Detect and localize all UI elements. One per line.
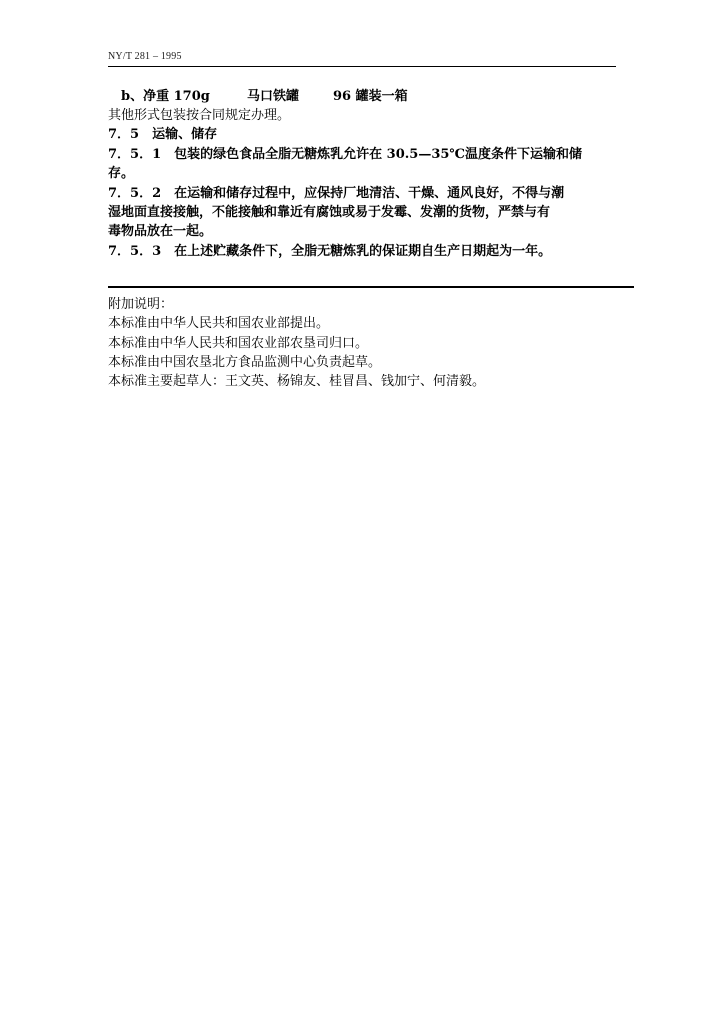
packing-b-quantity: 96 罐装一箱 — [333, 89, 408, 104]
packing-b-material: 马口铁罐 — [247, 89, 300, 104]
clause-7-5-1-line-2: 存。 — [108, 166, 135, 181]
section-divider — [108, 286, 634, 288]
appendix-line-1: 本标准由中华人民共和国农业部提出。 — [108, 316, 330, 331]
standard-code: NY/T 281 – 1995 — [108, 51, 182, 62]
appendix-title: 附加说明： — [108, 297, 174, 312]
clause-7-5-3-line-1: 7．5．3 在上述贮藏条件下，全脂无糖炼乳的保证期自生产日期起为一年。 — [108, 244, 552, 259]
packing-item-b — [121, 87, 408, 107]
page-header — [108, 48, 616, 67]
clause-7-5-2-line-3: 毒物品放在一起。 — [108, 224, 213, 239]
clause-7-5-2-line-2: 湿地面直接接触，不能接触和靠近有腐蚀或易于发霉、发潮的货物，严禁与有 — [108, 205, 551, 220]
appendix-line-2: 本标准由中华人民共和国农业部农垦司归口。 — [108, 336, 369, 351]
clause-7-5-2-line-1: 7．5．2 在运输和储存过程中，应保持厂地清洁、干燥、通风良好，不得与潮 — [108, 186, 565, 201]
packing-other-forms: 其他形式包装按合同规定办理。 — [108, 108, 291, 123]
appendix-line-4: 本标准主要起草人：王文英、杨锦友、桂冒昌、钱加宁、何清毅。 — [108, 374, 486, 389]
packing-b-label: b、净重 170g — [121, 89, 210, 104]
appendix-line-3: 本标准由中国农垦北方食品监测中心负责起草。 — [108, 355, 382, 370]
section-7-5-title: 7．5 运输、储存 — [108, 127, 218, 142]
clause-7-5-1-line-1: 7．5．1 包装的绿色食品全脂无糖炼乳允许在 30.5—35℃温度条件下运输和储 — [108, 147, 582, 162]
